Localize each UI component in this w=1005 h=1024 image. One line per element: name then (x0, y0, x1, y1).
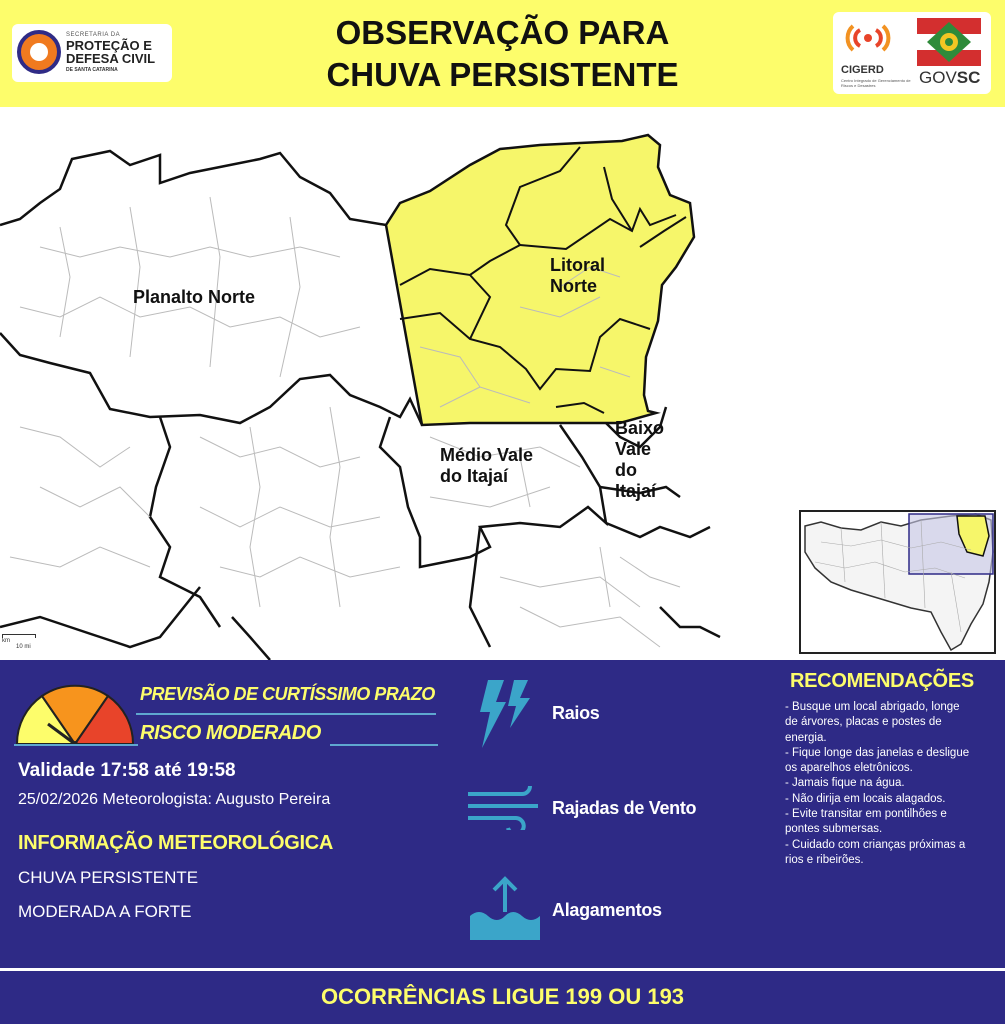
state-locator-inset (799, 510, 996, 654)
gov-prefix: GOV (919, 68, 957, 87)
label-medio-vale-2: do Itajaí (440, 466, 509, 486)
recommendations-title: RECOMENDAÇÕES (790, 670, 974, 692)
recommendation-line: rios e ribeirões. (785, 853, 864, 866)
map-scale (2, 634, 36, 650)
alert-map (0, 107, 1005, 660)
hazard-label-raios: Raios (552, 703, 600, 723)
date-meteorologist: 25/02/2026 Meteorologista: Augusto Pereira (18, 791, 331, 808)
logo-line2: PROTEÇÃO E (66, 38, 152, 53)
title-line2: CHUVA PERSISTENTE (326, 56, 679, 93)
label-litoral-norte-1: Litoral (550, 255, 606, 275)
recommendation-line: pontes submersas. (785, 823, 883, 836)
recommendation-line: - Evite transitar em pontilhões e (785, 808, 947, 821)
wind-icon (466, 786, 546, 830)
partner-logos (833, 12, 991, 94)
cigerd-name: CIGERD (841, 64, 884, 76)
footer-banner (0, 968, 1005, 1024)
divider-line (136, 713, 436, 715)
emergency-numbers: OCORRÊNCIAS LIGUE 199 OU 193 (320, 984, 685, 1009)
title-line1: OBSERVAÇÃO PARA (335, 14, 670, 51)
label-baixo-vale-3: do (615, 460, 637, 480)
scale-mi: 10 mi (16, 644, 31, 650)
meteorological-info-title: INFORMAÇÃO METEOROLÓGICA (18, 832, 334, 854)
label-baixo-vale-2: Vale (615, 439, 652, 459)
info-line-2: MODERADA A FORTE (18, 902, 192, 921)
locator-map (801, 512, 994, 652)
divider-line-2 (330, 744, 438, 746)
lightning-icon (474, 676, 534, 750)
label-medio-vale-1: Médio Vale (440, 445, 534, 465)
logo-main-text (66, 39, 155, 65)
label-baixo-vale-1: Baixo (615, 418, 665, 438)
santa-catarina-flag-icon (917, 18, 981, 66)
hazard-label-rajadas: Rajadas de Vento (552, 798, 697, 818)
recommendation-line: os aparelhos eletrônicos. (785, 762, 913, 775)
recommendation-line: - Fique longe das janelas e desligue (785, 746, 970, 759)
info-line-1: CHUVA PERSISTENTE (18, 868, 199, 887)
logo-line1: SECRETARIA DA (66, 32, 121, 38)
label-baixo-vale-4: Itajaí (615, 481, 657, 501)
page-title (230, 12, 775, 96)
defesa-civil-logo (12, 24, 172, 82)
cigerd-signal-icon (845, 20, 891, 62)
logo-line3: DEFESA CIVIL (66, 51, 156, 66)
recommendation-line: - Cuidado com crianças próximas a (785, 838, 966, 851)
risk-gauge-icon (14, 680, 136, 746)
defesa-civil-emblem-icon (17, 30, 61, 74)
flood-icon (468, 876, 542, 942)
recommendation-line: - Não dirija em locais alagados. (785, 792, 946, 805)
gov-sc-logo (919, 68, 980, 88)
logo-line4: DE SANTA CATARINA (66, 67, 118, 73)
risk-level: RISCO MODERADO (140, 722, 321, 744)
gov-suffix: SC (956, 68, 981, 87)
recommendations-list (785, 700, 995, 868)
alert-info-panel (0, 660, 1005, 968)
cigerd-subtitle: Centro Integrado de Gerenciamento de Riscos e Desastres (841, 78, 911, 88)
recommendation-line: - Busque um local abrigado, longe (785, 701, 960, 713)
hazard-label-alagamentos: Alagamentos (552, 900, 662, 920)
label-medio-vale (440, 445, 533, 487)
recommendation-line: de árvores, placas e postes de (785, 716, 942, 729)
divider-line-3 (14, 744, 138, 746)
label-planalto-norte: Planalto Norte (133, 287, 256, 307)
label-litoral-norte-2: Norte (550, 276, 598, 296)
label-litoral-norte (550, 255, 605, 297)
validity-period: Validade 17:58 até 19:58 (18, 760, 236, 781)
scale-km: km (2, 638, 10, 644)
label-baixo-vale (615, 418, 664, 502)
header-banner (0, 0, 1005, 107)
recommendation-line: - Jamais fique na água. (785, 777, 905, 790)
recommendation-line: energia. (785, 731, 827, 744)
forecast-title: PREVISÃO DE CURTÍSSIMO PRAZO (140, 684, 435, 704)
